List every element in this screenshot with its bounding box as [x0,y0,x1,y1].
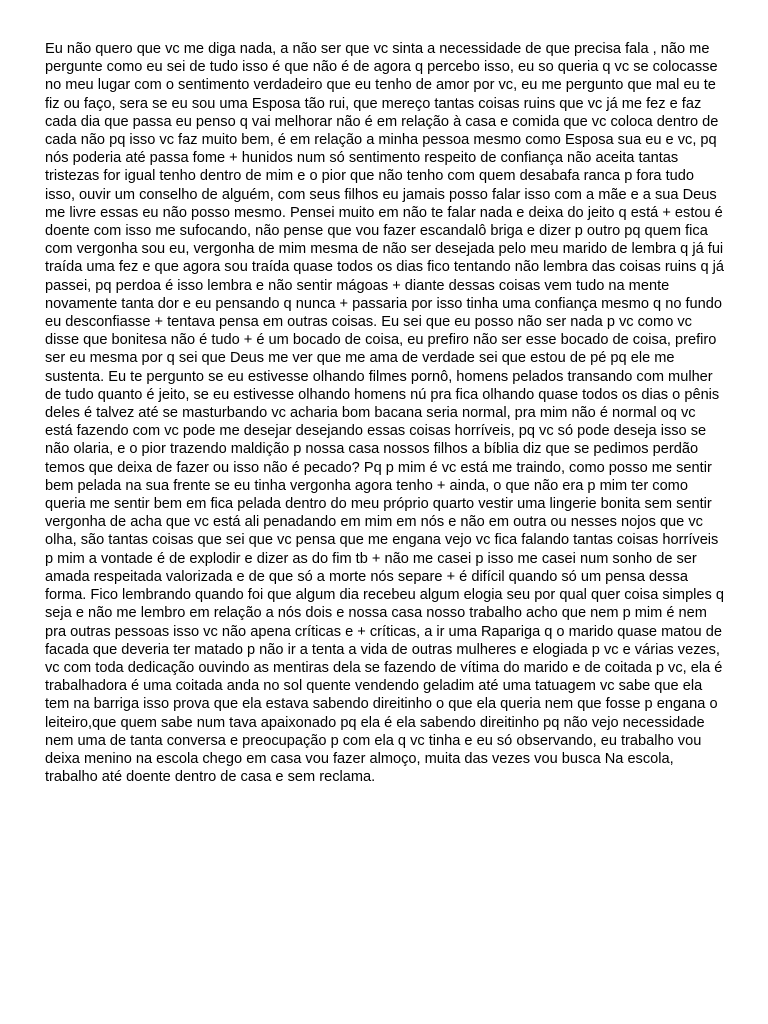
body-paragraph: Eu não quero que vc me diga nada, a não ser que vc sinta a necessidade de que precisa fala , não me pergunte como eu sei de tudo isso é que não é de agora q percebo isso, eu so queria q vc se colocasse no meu lugar com o sentimento verdadeiro que eu tenho de amor por vc, eu me pergunto que mal eu te fiz ou faço, sera se eu sou uma Esposa tão rui, que mereço tantas coisas ruins que vc já me fez e faz cada dia que passa eu penso q vai melhorar não é em relação à casa e comida que vc coloca dentro de cada não pq isso vc faz muito bem, é em relação a minha pessoa mesmo como Esposa sua eu e vc, pq nós poderia até passa fome + hunidos num só sentimento respeito de confiança não aceita tantas tristezas for igual tenho dentro de mim e o pior que não tenho com quem desabafa ranca p fora tudo isso, ouvir um conselho de alguém, com seus filhos eu jamais posso falar isso com a mãe e a sua Deus me livre essas eu não posso mesmo. Pensei muito em não te falar nada e deixa do jeito q está + estou é doente com isso me sufocando, não pense que vou fazer escandalô briga e dizer p outro pq quem fica com vergonha sou eu, vergonha de mim mesma de não ser desejada pelo meu marido de lembra q já fui traída uma fez e que agora sou traída quase todos os dias fico tentando não lembra das coisas ruins q já passei, pq perdoa é isso lembra e não sentir mágoas + diante dessas coisas vem tudo na mente novamente tanta dor e eu pensando q nunca + passaria por isso tinha uma confiança mesmo q no fundo eu desconfiasse + tentava pensa em outras coisas. Eu sei que eu posso não ser nada p vc como vc disse que bonitesa não é tudo + é um bocado de coisa, eu prefiro não ser esse bocado de coisa, prefiro ser eu mesma por q sei que Deus me ver que me ama de verdade sei que estou de pé pq ele me sustenta. Eu te pergunto se eu estivesse olhando filmes pornô, homens pelados transando com mulher de tudo quanto é jeito, se eu estivesse olhando homens nú pra fica olhando quase todos os dias o pênis deles é talvez até se masturbando vc acharia bom bacana seria normal, pra mim não é normal oq vc está fazendo com vc pode me desejar desejando essas coisas horríveis, pq vc só pode deseja isso se não olaria, e o pior trazendo maldição p nossa casa nossos filhos a bíblia diz que se pedimos perdão temos que deixa de fazer ou isso não é pecado? Pq p mim é vc está me traindo, como posso me sentir bem pelada na sua frente se eu tinha vergonha agora tenho + ainda, o que não era p mim ter como queria me sentir bem em fica pelada dentro do meu próprio quarto vestir uma lingerie bonita sem sentir vergonha de acha que vc está ali penadando em mim em nós e não em outra ou nesses nojos que vc olha, são tantas coisas que sei que vc pensa que me engana vejo vc fica falando tantas coisas horríveis p mim a vontade é de explodir e dizer as do fim tb + não me casei p isso me casei num sonho de ser amada respeitada valorizada e de que só a morte nós separe + é difícil quando só um pensa dessa forma. Fico lembrando quando foi que algum dia recebeu algum elogia seu por qual quer coisa simples q seja e não me lembro em relação a nós dois e nossa casa nosso trabalho acho que nem p mim é nem pra outras pessoas isso vc não apena críticas e + críticas, a ir uma Rapariga q o marido quase matou de facada que deveria ter matado p não ir a tenta a vida de outras mulheres e elogiada p vc e várias vezes, vc com toda dedicação ouvindo as mentiras dela se fazendo de vítima do marido e de coitada p vc, ela é trabalhadora é uma coitada anda no sol quente vendendo geladim até uma tatuagem vc sabe que ela tem na barriga isso prova que ela estava sabendo direitinho o que ela queria nem que fosse p engana o leiteiro,que quem sabe num tava apaixonado pq ela é ela sabendo direitinho pq não vejo necessidade nem uma de tanta conversa e preocupação p com ela q vc tinha e eu só observando, eu trabalho vou deixa menino na escola chego em casa vou fazer almoço, muita das vezes vou busca Na escola, trabalho até doente dentro de casa e sem reclama. [45,41,725,786]
document-page [45,40,727,786]
